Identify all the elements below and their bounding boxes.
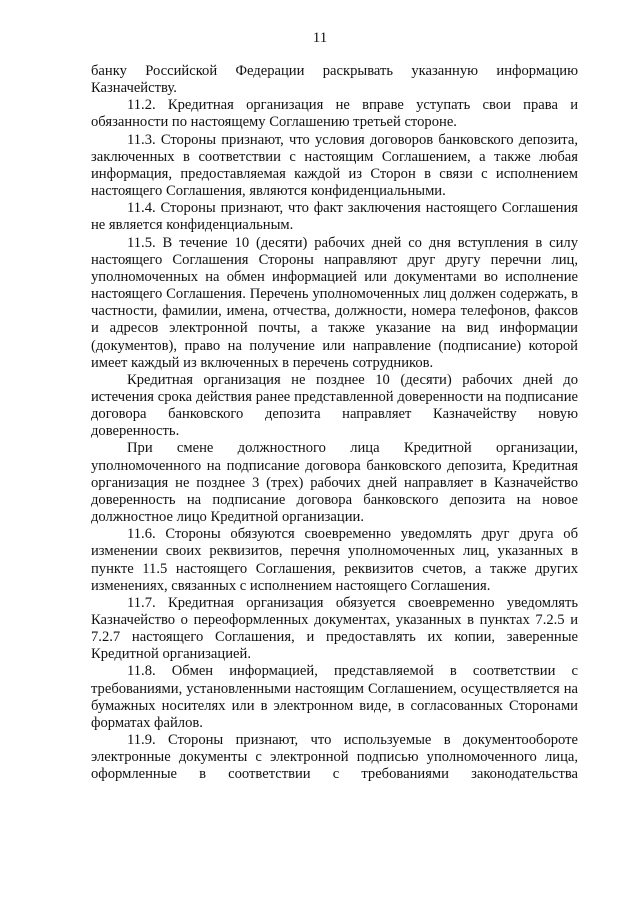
paragraph-11-6: 11.6. Стороны обязуются своевременно уведомлять друг друга об изменении своих реквизитов, перечня уполномоченных лиц, указанных в пункте 11.5 настоящего Соглашения, реквизитов счетов, а также других изменениях, связанных с исполнением настоящего Соглашения. <box>91 526 578 594</box>
paragraph-11-3: 11.3. Стороны признают, что условия договоров банковского депозита, заключенных в соответствии с настоящим Соглашением, а также любая информация, предоставляемая каждой из Сторон в связи с исполнением настоящего Соглашения, являются конфиденциальными. <box>91 131 578 200</box>
paragraph-11-5: 11.5. В течение 10 (десяти) рабочих дней со дня вступления в силу настоящего Соглашения Стороны направляют друг другу перечни лиц, уполномоченных на обмен информацией или документами во исполнение настоящего Соглашения. Перечень уполномоченных лиц должен содержать, в частности, фамилии, имена, отчества, должности, номера телефонов, факсов и адресов электронной почты, а также указание на вид информации (документов), право на получение или направление (подписание) которой имеет каждый из включенных в перечень сотрудников. <box>91 234 578 371</box>
paragraph-11-2: 11.2. Кредитная организация не вправе уступать свои права и обязанности по настоящему Соглашению третьей стороне. <box>91 97 578 131</box>
paragraph-continuation: банку Российской Федерации раскрывать указанную информацию Казначейству. <box>91 63 578 97</box>
paragraph-11-4: 11.4. Стороны признают, что факт заключения настоящего Соглашения не является конфиденциальным. <box>91 200 578 234</box>
paragraph-11-8: 11.8. Обмен информацией, представляемой в соответствии с требованиями, установленными настоящим Соглашением, осуществляется на бумажных носителях или в электронном виде, в согласованных Сторонами форматах файлов. <box>91 663 578 731</box>
paragraph-11-7: 11.7. Кредитная организация обязуется своевременно уведомлять Казначейство о переоформленных документах, указанных в пунктах 7.2.5 и 7.2.7 настоящего Соглашения, и предоставлять их копии, заверенные Кредитной организацией. <box>91 594 578 663</box>
page-number: 11 <box>312 30 328 46</box>
body-text <box>91 63 578 784</box>
paragraph-11-9: 11.9. Стороны признают, что используемые в документообороте электронные документы с электронной подписью уполномоченного лица, оформленные в соответствии с требованиями законодательства <box>91 732 578 783</box>
paragraph-11-5-power-of-attorney: Кредитная организация не позднее 10 (десяти) рабочих дней до истечения срока действия ранее представленной доверенности на подписание договора банковского депозита направляет Казначейству новую доверенность. <box>91 371 578 440</box>
paragraph-11-5-official-change: При смене должностного лица Кредитной организации, уполномоченного на подписание договора банковского депозита, Кредитная организация не позднее 3 (трех) рабочих дней направляет в Казначейство доверенность на подписание договора банковского депозита на новое должностное лицо Кредитной организации. <box>91 440 578 526</box>
